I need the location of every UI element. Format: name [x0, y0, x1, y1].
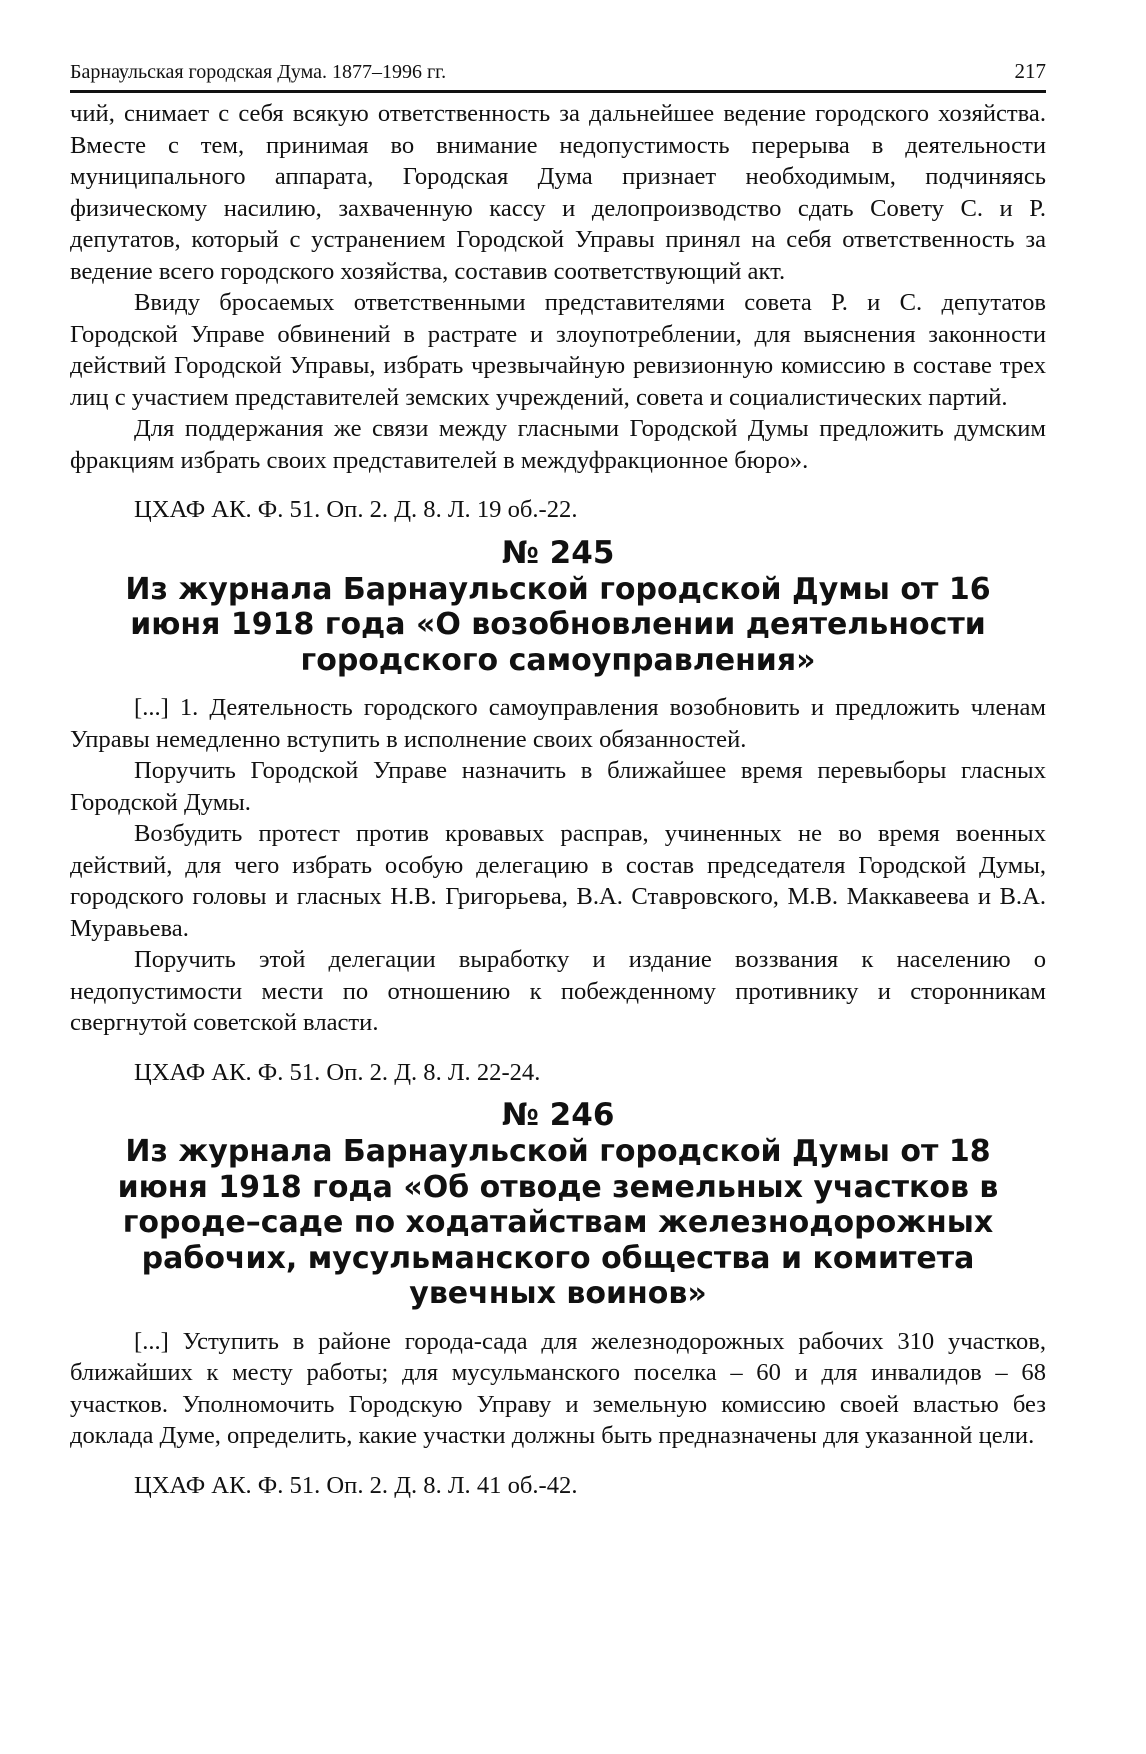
paragraph: Ввиду бросаемых ответственными представителями совета Р. и С. депутатов Городской Управе обвинений в растрате и злоупотреблении, для выяснения законности действий Городской Управы, избрать чрезвычайную ревизионную комиссию в составе трех лиц с участием представителей земских учреждений, совета и социалистических партий.: [70, 289, 1046, 411]
paragraph: чий, снимает с себя всякую ответственность за дальнейшее ведение городского хозяйства. Вместе с тем, принимая во внимание недопустимость перерыва в деятельности муниципального аппарата, Городская Дума признает необходимым, подчиняясь физическому насилию, захваченную кассу и делопроизводство сдать Совету С. и Р. депутатов, который с устранением Городской Управы принял на себя ответственность за ведение всего городского хозяйства, составив соответствующий акт.: [70, 100, 1046, 285]
paragraph: Возбудить протест против кровавых расправ, учиненных не во время военных действий, для чего избрать особую делегацию в состав председателя Городской Думы, городского головы и гласных Н.В. Григорьева, В.А. Ставровского, М.В. Маккавеева и В.А. Муравьева.: [70, 820, 1046, 942]
page-number: 217: [1014, 59, 1046, 83]
document-246: [70, 1096, 1046, 1501]
running-head: [70, 50, 1046, 93]
document-title: Из журнала Барнаульской городской Думы от 16 июня 1918 года «О возобновлении деятельности городского самоуправления»: [125, 571, 991, 678]
paragraph: Для поддержания же связи между гласными Городской Думы предложить думским фракциям избрать своих представителей в междуфракционное бюро».: [70, 415, 1046, 474]
running-title: Барнаульская городская Дума. 1877–1996 гг.: [70, 61, 447, 83]
archive-reference: ЦХАФ АК. Ф. 51. Оп. 2. Д. 8. Л. 41 об.-42.: [134, 1471, 578, 1499]
document-245: [70, 534, 1046, 1089]
document-number: № 246: [501, 1097, 615, 1133]
archive-reference: ЦХАФ АК. Ф. 51. Оп. 2. Д. 8. Л. 22-24.: [134, 1058, 541, 1086]
paragraph: Поручить этой делегации выработку и издание воззвания к населению о недопустимости мести по отношению к побежденному противнику и сторонникам свергнутой советской власти.: [70, 946, 1046, 1036]
archive-reference: ЦХАФ АК. Ф. 51. Оп. 2. Д. 8. Л. 19 об.-22.: [134, 496, 578, 523]
document-number: № 245: [501, 534, 615, 571]
paragraph: [...] 1. Деятельность городского самоуправления возобновить и предложить членам Управы немедленно вступить в исполнение своих обязанностей.: [70, 694, 1046, 753]
paragraph: Поручить Городской Управе назначить в ближайшее время перевыборы гласных Городской Думы.: [70, 757, 1046, 816]
book-page: [70, 0, 1046, 1754]
document-title: Из журнала Барнаульской городской Думы от 18 июня 1918 года «Об отводе земельных участков в городе–саде по ходатайствам железнодорожных рабочих, мусульманского общества и комитета увечных воинов»: [117, 1134, 999, 1311]
document-244-continuation: [70, 98, 1046, 526]
paragraph: [...] Уступить в районе города-сада для железнодорожных рабочих 310 участков, ближайших к месту работы; для мусульманского поселка – 60 и для инвалидов – 68 участков. Уполномочить Городскую Управу и земельную комиссию своей властью без доклада Думе, определить, какие участки должны быть предназначены для указанной цели.: [70, 1327, 1046, 1449]
body-text: [70, 98, 1046, 1501]
